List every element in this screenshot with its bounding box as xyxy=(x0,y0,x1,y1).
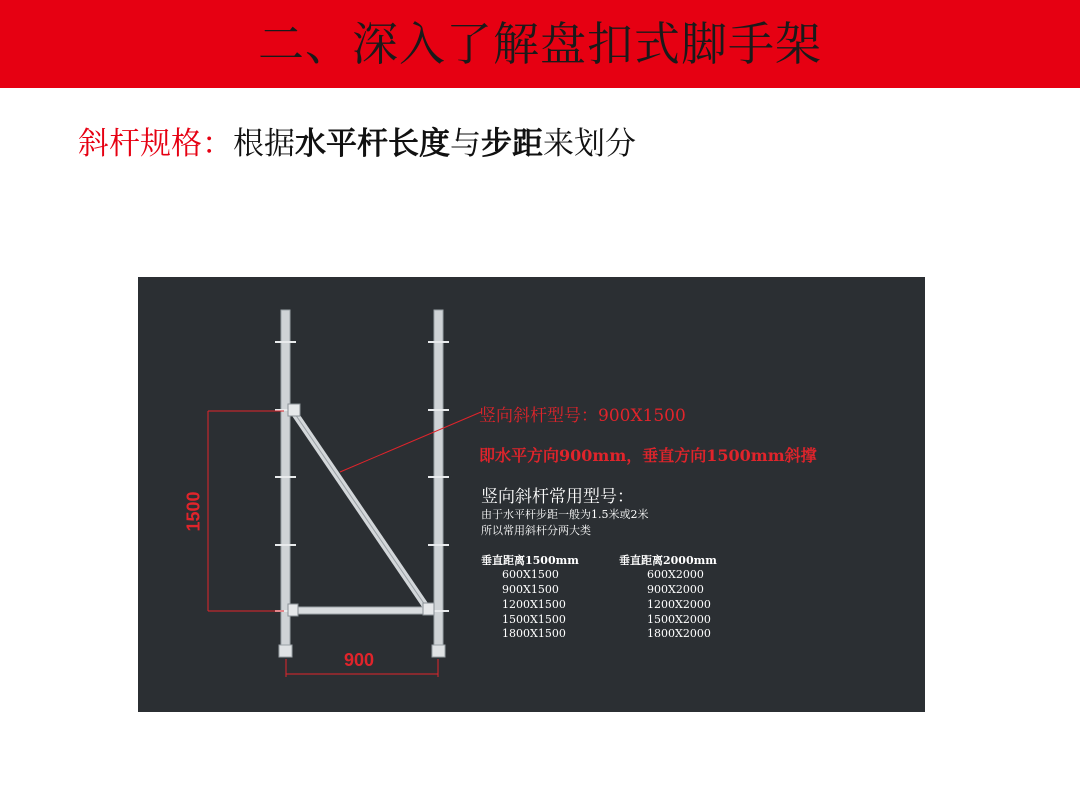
col2-item: 900X2000 xyxy=(647,583,704,596)
subtitle-text-1: 根据 xyxy=(233,126,295,162)
col1-item: 1500X1500 xyxy=(502,613,566,626)
col1-item: 1200X1500 xyxy=(502,598,566,611)
pole-rosettes xyxy=(275,342,449,611)
note-line-2: 所以常用斜杆分两大类 xyxy=(481,524,591,537)
horizontal-ledger xyxy=(290,607,434,614)
subtitle-text-2: 与 xyxy=(450,126,481,162)
diagram-panel xyxy=(138,277,925,712)
common-models-title: 竖向斜杆常用型号： xyxy=(481,487,634,507)
vertical-dimension xyxy=(208,411,284,611)
model-label: 竖向斜杆型号：900X1500 xyxy=(479,406,686,426)
column-1-header: 垂直距离1500mm xyxy=(481,554,579,567)
bottom-left-connector xyxy=(288,604,298,616)
top-connector xyxy=(288,404,300,416)
right-pole-base xyxy=(432,645,445,657)
col2-item: 1800X2000 xyxy=(647,627,711,640)
vertical-dimension-label: 1500 xyxy=(183,491,204,532)
col2-item: 600X2000 xyxy=(647,568,704,581)
subtitle-text-3: 来划分 xyxy=(543,126,636,162)
col1-item: 900X1500 xyxy=(502,583,559,596)
col2-item: 1200X2000 xyxy=(647,598,711,611)
subtitle-label: 斜杆规格： xyxy=(78,126,233,162)
subtitle-bold-2: 步距 xyxy=(481,126,543,162)
col2-item: 1500X2000 xyxy=(647,613,711,626)
model-description: 即水平方向900mm，垂直方向1500mm斜撑 xyxy=(479,446,817,465)
note-line-1: 由于水平杆步距一般为1.5米或2米 xyxy=(481,508,649,521)
left-pole xyxy=(281,310,290,655)
subtitle xyxy=(78,122,636,166)
column-2-header: 垂直距离2000mm xyxy=(619,554,717,567)
col1-item: 600X1500 xyxy=(502,568,559,581)
leader-line xyxy=(340,412,481,472)
right-pole xyxy=(434,310,443,655)
left-pole-base xyxy=(279,645,292,657)
col1-item: 1800X1500 xyxy=(502,627,566,640)
horizontal-dimension-label: 900 xyxy=(344,650,375,670)
bottom-right-connector xyxy=(423,603,434,615)
subtitle-bold-1: 水平杆长度 xyxy=(295,126,450,162)
header-banner xyxy=(0,0,1080,88)
page-title: 二、深入了解盘扣式脚手架 xyxy=(258,17,822,71)
